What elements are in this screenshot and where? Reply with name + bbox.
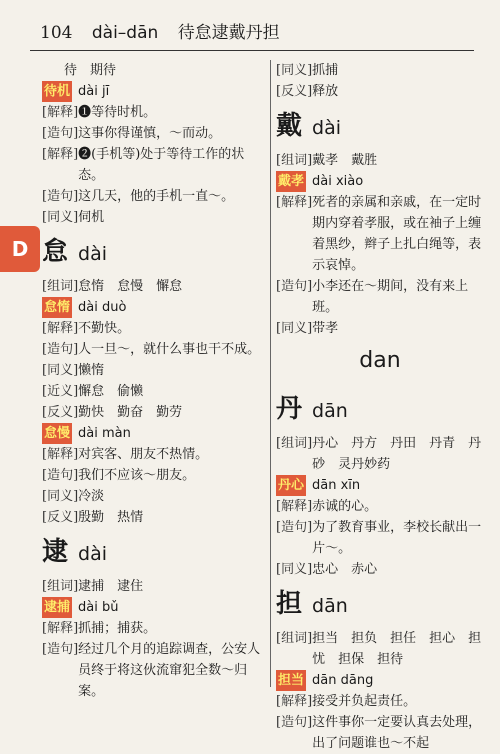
subentry-daibu: [42, 597, 266, 618]
compounds-label: [组词]: [276, 631, 313, 646]
example-row: [276, 276, 484, 318]
def-row: [42, 102, 266, 123]
example-label: [造句]: [42, 642, 79, 657]
example-text: 这几天，他的手机一直～。: [78, 189, 235, 204]
entry-line: 待 期待: [64, 63, 117, 78]
compounds-label: [组词]: [42, 579, 79, 594]
def-text: 赤诚的心。: [312, 499, 378, 514]
compounds-text: 戴孝 戴胜: [312, 153, 378, 168]
synonym-row: [276, 318, 484, 339]
subentry-daiji: [42, 81, 266, 102]
def-text: 抓捕；捕获。: [78, 621, 157, 636]
compounds-row: [276, 628, 484, 670]
synonym-label: [同义]: [42, 363, 79, 378]
def-label: [解释]: [42, 447, 79, 462]
antonym-row: [42, 402, 266, 423]
word-pinyin: dān dāng: [312, 673, 374, 688]
example-text: 为了教育事业，李校长献出一片～。: [312, 520, 482, 556]
compounds-row: [42, 576, 266, 597]
def-row: [42, 444, 266, 465]
near-synonym-label: [近义]: [42, 384, 79, 399]
example-label: [造句]: [42, 342, 79, 357]
example-label: [造句]: [276, 715, 313, 730]
section-heading: dan: [359, 348, 401, 373]
synonym-text: 懒惰: [78, 363, 105, 378]
example-label: [造句]: [42, 126, 79, 141]
word-pinyin: dān xīn: [312, 478, 361, 493]
compounds-row: [276, 150, 484, 171]
word-highlight: 逮捕: [42, 597, 72, 618]
antonym-text: 释放: [312, 84, 339, 99]
def-row: [276, 496, 484, 517]
def-text: 不勤快。: [78, 321, 131, 336]
example-row: [276, 517, 484, 559]
word-pinyin: dài màn: [78, 426, 131, 441]
headword-dai-arrest: [42, 532, 266, 574]
compounds-text: 丹心 丹方 丹田 丹青 丹砂 灵丹妙药: [312, 436, 482, 472]
word-pinyin: dài xiào: [312, 174, 364, 189]
subentry-danxin: [276, 475, 484, 496]
word-pinyin: dài jī: [78, 84, 110, 99]
example-row: [276, 712, 484, 754]
example-row: [42, 639, 266, 702]
antonym-label: [反义]: [42, 510, 79, 525]
antonym-label: [反义]: [42, 405, 79, 420]
example-text: 经过几个月的追踪调查，公安人员终于将这伙流窜犯全数～归案。: [78, 642, 261, 699]
def-label: [解释]: [276, 694, 313, 709]
def-label: [解释]: [276, 195, 313, 210]
def-text: ❷(手机等)处于等待工作的状态。: [78, 147, 245, 183]
subentry-daixiao: [276, 171, 484, 192]
antonym-row: [276, 81, 484, 102]
compounds-text: 担当 担负 担任 担心 担忧 担保 担待: [312, 631, 482, 667]
word-highlight: 丹心: [276, 475, 306, 496]
word-highlight: 怠慢: [42, 423, 72, 444]
synonym-label: [同义]: [276, 321, 313, 336]
compounds-label: [组词]: [276, 436, 313, 451]
def-label: [解释]: [42, 321, 79, 336]
header-text: [40, 18, 294, 43]
antonym-text: 勤快 勤奋 勤劳: [78, 405, 183, 420]
synonym-row: [42, 207, 266, 228]
synonym-row: [42, 486, 266, 507]
headword-pinyin: dài: [312, 117, 341, 139]
page-header: [0, 0, 500, 56]
example-text: 人一旦～，就什么事也干不成。: [78, 342, 261, 357]
synonym-text: 伺机: [78, 210, 105, 225]
compounds-label: [组词]: [42, 279, 79, 294]
synonym-label: [同义]: [276, 562, 313, 577]
word-pinyin: dài bǔ: [78, 600, 119, 615]
compounds-text: 逮捕 逮住: [78, 579, 144, 594]
example-row: [42, 465, 266, 486]
word-highlight: 戴孝: [276, 171, 306, 192]
word-highlight: 怠惰: [42, 297, 72, 318]
example-label: [造句]: [276, 279, 313, 294]
def-label: [解释]: [42, 621, 79, 636]
pinyin-range: dài–dān: [91, 23, 159, 43]
headword-pinyin: dài: [78, 543, 107, 565]
subentry-daiduo: [42, 297, 266, 318]
compounds-row: [276, 433, 484, 475]
synonym-text: 冷淡: [78, 489, 105, 504]
headword-pinyin: dān: [312, 595, 348, 617]
word-highlight: 担当: [276, 670, 306, 691]
example-text: 我们不应该～朋友。: [78, 468, 196, 483]
antonym-label: [反义]: [276, 84, 313, 99]
compounds-row: [42, 276, 266, 297]
def-text: 对宾客、朋友不热情。: [78, 447, 209, 462]
example-row: [42, 123, 266, 144]
synonym-text: 带孝: [312, 321, 339, 336]
near-synonym-row: [42, 381, 266, 402]
subentry-dandang: [276, 670, 484, 691]
headword-char: 丹: [276, 394, 303, 424]
header-title: 待怠逮戴丹担: [177, 23, 280, 43]
def-label: [解释]: [42, 147, 79, 162]
example-text: 这件事你一定要认真去处理，出了问题谁也～不起: [312, 715, 482, 751]
def-row: [42, 318, 266, 339]
near-synonym-text: 懈怠 偷懒: [78, 384, 144, 399]
example-label: [造句]: [42, 468, 79, 483]
subentry-daiman: [42, 423, 266, 444]
word-highlight: 待机: [42, 81, 72, 102]
synonym-label: [同义]: [276, 63, 313, 78]
synonym-row: [276, 559, 484, 580]
def-row: [276, 691, 484, 712]
example-row: [42, 339, 266, 360]
def-row: [42, 618, 266, 639]
headword-char: 怠: [42, 237, 69, 267]
right-column: [276, 60, 484, 754]
antonym-row: [42, 507, 266, 528]
word-pinyin: dài duò: [78, 300, 127, 315]
compounds-text: 怠惰 怠慢 懈怠: [78, 279, 183, 294]
headword-char: 戴: [276, 111, 303, 141]
header-rule: [30, 50, 474, 51]
example-label: [造句]: [276, 520, 313, 535]
synonym-row: [42, 360, 266, 381]
synonym-label: [同义]: [42, 210, 79, 225]
column-divider: [270, 60, 271, 687]
synonym-row: [276, 60, 484, 81]
synonym-label: [同义]: [42, 489, 79, 504]
page-number: 104: [40, 23, 73, 43]
def-text: 死者的亲属和亲戚，在一定时期内穿着孝服，或在袖子上缠着黑纱，辫子上扎白绳等，表示哀悼。: [312, 195, 482, 273]
def-label: [解释]: [276, 499, 313, 514]
headword-dan-carry: [276, 584, 484, 626]
example-text: 小李还在～期间，没有来上班。: [312, 279, 469, 315]
example-label: [造句]: [42, 189, 79, 204]
example-row: [42, 186, 266, 207]
def-text: ❶等待时机。: [78, 105, 157, 120]
left-column: [42, 60, 266, 702]
synonym-text: 忠心 赤心: [312, 562, 378, 577]
headword-char: 担: [276, 589, 303, 619]
compounds-label: [组词]: [276, 153, 313, 168]
def-text: 接受并负起责任。: [312, 694, 417, 709]
antonym-text: 殷勤 热情: [78, 510, 144, 525]
def-row: [276, 192, 484, 276]
headword-dan-red: [276, 389, 484, 431]
headword-pinyin: dài: [78, 243, 107, 265]
synonym-text: 抓捕: [312, 63, 339, 78]
def-label: [解释]: [42, 105, 79, 120]
headword-char: 逮: [42, 537, 69, 567]
headword-pinyin: dān: [312, 400, 348, 422]
example-text: 这事你得谨慎，～而动。: [78, 126, 222, 141]
def-row: [42, 144, 266, 186]
letter-tab: D: [0, 226, 40, 272]
headword-dai-idle: [42, 232, 266, 274]
headword-dai-wear: [276, 106, 484, 148]
